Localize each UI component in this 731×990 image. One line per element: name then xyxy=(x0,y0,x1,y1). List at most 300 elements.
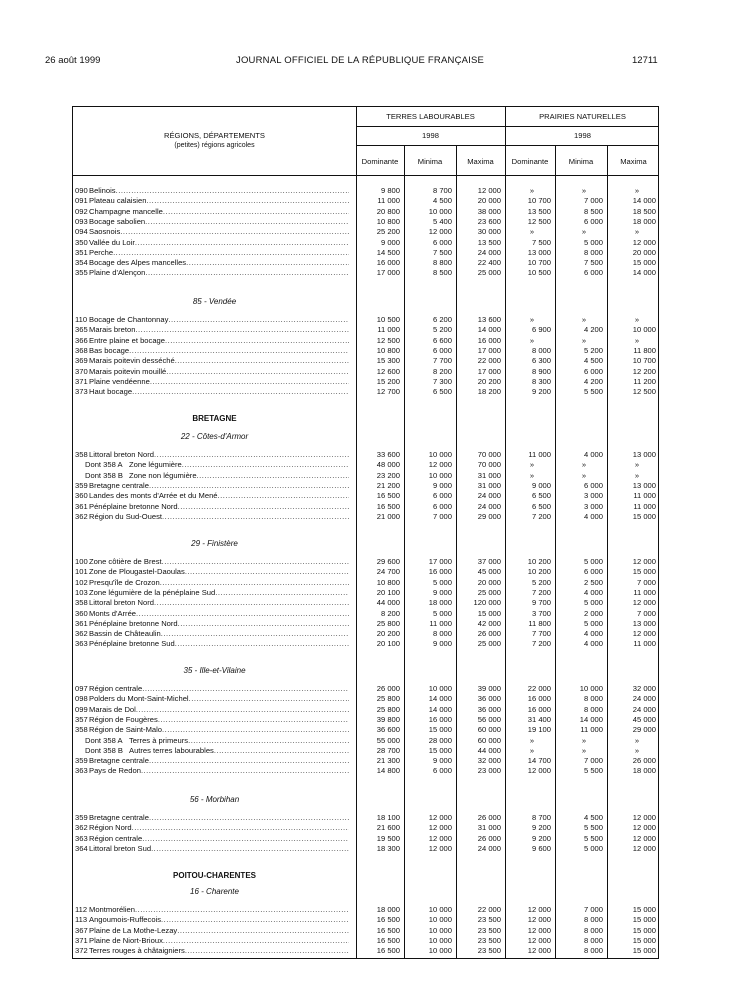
value-cell: 24 000 xyxy=(632,694,656,704)
value-cell: 8 000 xyxy=(432,629,452,639)
value-cell: 14 000 xyxy=(477,325,501,335)
region-name xyxy=(89,325,349,335)
value-cell: 10 000 xyxy=(428,450,452,459)
value-cell: 5 200 xyxy=(583,345,603,355)
value-cell: 15 000 xyxy=(428,725,452,735)
value-cell: » xyxy=(634,460,640,470)
region-name-text: Champagne mancelle xyxy=(89,206,163,216)
region-name-text: Pénéplaine bretonne Sud xyxy=(89,639,175,649)
region-name-text: Terres rouges à châtaigniers xyxy=(89,946,185,956)
value-cell: 56 000 xyxy=(477,714,501,724)
value-cell: 12 200 xyxy=(632,366,656,376)
value-cell: 10 700 xyxy=(632,356,656,366)
region-code: 101 xyxy=(75,567,88,577)
region-code: Dont 358 A xyxy=(85,460,123,470)
region-name xyxy=(89,705,349,715)
group-header-prairies: PRAIRIES NATURELLES xyxy=(539,112,626,121)
value-cell: 7 200 xyxy=(531,511,551,521)
table-row xyxy=(73,766,658,776)
table-row xyxy=(73,186,658,196)
value-cell: 70 000 xyxy=(477,460,501,470)
table-row xyxy=(73,588,658,598)
value-cell: 10 000 xyxy=(428,684,452,693)
region-name xyxy=(89,926,349,936)
value-cell: 5 500 xyxy=(583,387,603,397)
region-name xyxy=(89,315,349,325)
table-row xyxy=(73,639,658,649)
region-name-text: Polders du Mont-Saint-Michel xyxy=(89,694,189,704)
value-cell: 6 600 xyxy=(432,335,452,345)
region-name xyxy=(89,684,349,694)
region-name xyxy=(89,356,349,366)
region-code: 098 xyxy=(75,694,88,704)
value-cell: 13 000 xyxy=(632,618,656,628)
table-row xyxy=(73,325,658,335)
value-cell: 16 500 xyxy=(376,925,400,935)
value-cell: 6 000 xyxy=(583,268,603,278)
value-cell: 13 500 xyxy=(527,206,551,216)
region-name xyxy=(129,746,349,756)
value-cell: 4 000 xyxy=(583,629,603,639)
value-cell: 15 000 xyxy=(632,567,656,577)
value-cell: 36 000 xyxy=(477,694,501,704)
value-cell: 28 700 xyxy=(376,745,400,755)
value-cell: 18 000 xyxy=(632,766,656,776)
region-name xyxy=(89,346,349,356)
col-header: Maxima xyxy=(620,157,647,166)
value-cell: 11 800 xyxy=(528,618,551,628)
region-name-text: Région de Fougères xyxy=(89,714,158,724)
value-cell: 12 000 xyxy=(428,833,452,843)
value-cell: 23 500 xyxy=(477,915,501,925)
value-cell: 8 000 xyxy=(583,694,603,704)
value-cell: 7 200 xyxy=(531,587,551,597)
value-cell: 5 500 xyxy=(583,833,603,843)
value-cell: 24 700 xyxy=(376,567,400,577)
table-row xyxy=(73,736,658,746)
region-code: 351 xyxy=(75,247,88,257)
value-cell: 12 000 xyxy=(632,237,656,247)
region-name-text: Bocage des Alpes mancelles xyxy=(89,258,187,268)
region-name xyxy=(89,578,349,588)
region-code: 373 xyxy=(75,387,88,397)
region-code: 357 xyxy=(75,714,88,724)
value-cell: 10 000 xyxy=(428,935,452,945)
value-cell: 4 000 xyxy=(583,587,603,597)
region-code: 112 xyxy=(75,905,88,914)
value-cell: 15 000 xyxy=(632,915,656,925)
value-cell: 6 500 xyxy=(531,501,551,511)
col-header: Minima xyxy=(417,157,443,166)
region-code: 097 xyxy=(75,684,88,693)
table-row xyxy=(73,387,658,397)
region-name xyxy=(89,725,349,735)
value-cell: 45 000 xyxy=(632,714,656,724)
region-code: 355 xyxy=(75,268,88,278)
divider xyxy=(356,126,658,127)
value-cell: 12 000 xyxy=(527,915,551,925)
value-cell: 10 000 xyxy=(428,925,452,935)
value-cell: 12 000 xyxy=(527,925,551,935)
region-code: 099 xyxy=(75,704,88,714)
divider xyxy=(73,175,658,176)
value-cell: 10 800 xyxy=(376,216,400,226)
value-cell: 5 000 xyxy=(583,843,603,853)
year-header-terres: 1998 xyxy=(422,131,439,140)
year-header-prairies: 1998 xyxy=(574,131,591,140)
region-name xyxy=(89,694,349,704)
value-cell: 20 100 xyxy=(376,639,400,649)
value-cell: 10 000 xyxy=(428,905,452,914)
value-cell: 8 700 xyxy=(432,186,452,195)
region-code: 360 xyxy=(75,608,88,618)
value-cell: 29 000 xyxy=(632,725,656,735)
value-cell: 16 500 xyxy=(376,946,400,956)
value-cell: 12 700 xyxy=(376,387,400,397)
region-code: 091 xyxy=(75,196,88,206)
value-cell: 10 800 xyxy=(376,577,400,587)
value-cell: 5 200 xyxy=(432,325,452,335)
table-row xyxy=(73,619,658,629)
value-cell: 28 000 xyxy=(428,735,452,745)
region-name-text: Plaine de Niort-Brioux xyxy=(89,935,163,945)
region-name-text: Région du Sud-Ouest xyxy=(89,511,163,521)
region-name-text: Littoral breton Nord xyxy=(89,598,155,608)
value-cell: 11 000 xyxy=(633,639,656,649)
value-cell: 11 000 xyxy=(377,325,400,335)
value-cell: 6 000 xyxy=(583,480,603,490)
region-name xyxy=(129,460,349,470)
region-code: 370 xyxy=(75,366,88,376)
value-cell: 5 000 xyxy=(432,577,452,587)
value-cell: 9 000 xyxy=(432,480,452,490)
region-name-text: Zone de Plougastel-Daoulas xyxy=(89,567,185,577)
value-cell: 26 000 xyxy=(477,629,501,639)
region-name xyxy=(89,491,349,501)
value-cell: 6 000 xyxy=(432,501,452,511)
table-row xyxy=(73,715,658,725)
value-cell: 9 000 xyxy=(531,480,551,490)
value-cell: 10 000 xyxy=(579,684,603,693)
group-header-terres: TERRES LABOURABLES xyxy=(386,112,475,121)
value-cell: 15 000 xyxy=(632,946,656,956)
value-cell: 9 700 xyxy=(531,598,551,608)
value-cell: 11 200 xyxy=(633,376,656,386)
region-name xyxy=(89,186,349,196)
region-name-text: Bocage de Chantonnay xyxy=(89,315,169,324)
value-cell: 9 200 xyxy=(531,387,551,397)
value-cell: » xyxy=(529,335,535,345)
value-cell: 8 700 xyxy=(531,813,551,822)
region-code: 363 xyxy=(75,639,88,649)
value-cell: 18 000 xyxy=(376,905,400,914)
region-name-text: Région centrale xyxy=(89,833,143,843)
value-cell: 26 000 xyxy=(477,833,501,843)
region-code: 367 xyxy=(75,925,88,935)
table-row xyxy=(73,756,658,766)
value-cell: 5 000 xyxy=(583,237,603,247)
region-name xyxy=(89,567,349,577)
value-cell: 32 000 xyxy=(632,684,656,693)
value-cell: 4 500 xyxy=(583,356,603,366)
region-name-text: Zone légumière de la pénéplaine Sud xyxy=(89,587,216,597)
region-name-text: Perche xyxy=(89,247,114,257)
value-cell: 31 000 xyxy=(477,823,501,833)
region-name xyxy=(89,258,349,268)
value-cell: 39 800 xyxy=(376,714,400,724)
value-cell: 9 000 xyxy=(380,237,400,247)
value-cell: 12 000 xyxy=(632,823,656,833)
value-cell: 19 100 xyxy=(527,725,551,735)
value-cell: 8 900 xyxy=(531,366,551,376)
value-cell: 15 000 xyxy=(477,608,501,618)
region-name-text: Région Nord xyxy=(89,823,132,833)
value-cell: 20 800 xyxy=(376,206,400,216)
table-row xyxy=(73,823,658,833)
region-name-text: Plaine vendéenne xyxy=(89,376,150,386)
region-name xyxy=(89,196,349,206)
table-row xyxy=(73,684,658,694)
region-header-line2: (petites) régions agricoles xyxy=(174,142,255,149)
value-cell: 21 000 xyxy=(376,511,400,521)
value-cell: 16 000 xyxy=(477,335,501,345)
region-name-text: Plaine d'Alençon xyxy=(89,268,146,278)
table-row xyxy=(73,248,658,258)
value-cell: 20 000 xyxy=(477,196,501,206)
value-cell: 25 000 xyxy=(477,639,501,649)
col-header: Minima xyxy=(568,157,594,166)
value-cell: 12 000 xyxy=(428,460,452,470)
value-cell: 9 800 xyxy=(380,186,400,195)
region-name xyxy=(89,844,349,854)
value-cell: 15 000 xyxy=(632,258,656,268)
table-row xyxy=(73,460,658,470)
value-cell: 7 700 xyxy=(432,356,452,366)
region-name-text: Vallée du Loir xyxy=(89,237,135,247)
value-cell: 12 000 xyxy=(428,843,452,853)
value-cell: 12 000 xyxy=(527,905,551,914)
value-cell: 12 600 xyxy=(376,366,400,376)
region-code: 094 xyxy=(75,227,88,237)
value-cell: 6 000 xyxy=(432,345,452,355)
value-cell: 44 000 xyxy=(376,598,400,608)
value-cell: 4 000 xyxy=(583,450,603,459)
region-name-text: Landes des monts d'Arrée et du Mené xyxy=(89,491,218,501)
region-heading: POITOU-CHARENTES xyxy=(173,871,256,880)
table-row xyxy=(73,946,658,956)
region-code: 358 xyxy=(75,598,88,608)
value-cell: 4 200 xyxy=(583,325,603,335)
value-cell: 8 200 xyxy=(432,366,452,376)
value-cell: 7 000 xyxy=(432,511,452,521)
value-cell: » xyxy=(634,186,640,195)
value-cell: 10 000 xyxy=(632,325,656,335)
value-cell: 12 000 xyxy=(632,813,656,822)
region-code: 366 xyxy=(75,335,88,345)
value-cell: » xyxy=(529,460,535,470)
value-cell: 29 000 xyxy=(477,511,501,521)
region-name-text: Marais poitevin desséché xyxy=(89,356,175,366)
value-cell: » xyxy=(529,470,535,480)
region-name-text: Littoral breton Sud xyxy=(89,843,152,853)
table-row xyxy=(73,217,658,227)
value-cell: 6 200 xyxy=(432,315,452,324)
value-cell: 14 000 xyxy=(428,694,452,704)
region-name xyxy=(89,598,349,608)
region-name xyxy=(89,481,349,491)
value-cell: » xyxy=(529,735,535,745)
region-name xyxy=(89,450,349,460)
value-cell: 12 000 xyxy=(428,813,452,822)
region-code: 102 xyxy=(75,577,88,587)
table-row xyxy=(73,471,658,481)
col-header: Dominante xyxy=(361,157,399,166)
value-cell: 7 000 xyxy=(583,196,603,206)
value-cell: 3 000 xyxy=(583,491,603,501)
value-cell: 6 000 xyxy=(432,237,452,247)
region-code: 371 xyxy=(75,935,88,945)
value-cell: 10 700 xyxy=(527,196,551,206)
department-heading: 35 - Ille-et-Vilaine xyxy=(183,666,246,675)
value-cell: 13 600 xyxy=(477,315,501,324)
region-name xyxy=(89,834,349,844)
value-cell: 18 100 xyxy=(376,813,400,822)
value-cell: 48 000 xyxy=(376,460,400,470)
value-cell: 7 500 xyxy=(531,237,551,247)
department-heading: 85 - Vendée xyxy=(192,297,237,306)
region-name xyxy=(89,609,349,619)
value-cell: 12 000 xyxy=(527,766,551,776)
region-name xyxy=(89,557,349,567)
value-cell: 25 800 xyxy=(376,704,400,714)
region-name xyxy=(89,619,349,629)
page-date: 26 août 1999 xyxy=(45,55,101,66)
region-name-text: Littoral breton Nord xyxy=(89,450,155,459)
table-row xyxy=(73,813,658,823)
value-cell: 10 500 xyxy=(527,268,551,278)
value-cell: 16 000 xyxy=(428,567,452,577)
value-cell: 12 000 xyxy=(632,833,656,843)
value-cell: 11 000 xyxy=(633,587,656,597)
region-code: 361 xyxy=(75,618,88,628)
value-cell: 13 000 xyxy=(632,450,656,459)
value-cell: 12 000 xyxy=(527,935,551,945)
region-name-text: Presqu'île de Crozon xyxy=(89,577,160,587)
value-cell: 10 000 xyxy=(428,915,452,925)
value-cell: 45 000 xyxy=(477,567,501,577)
region-code: 362 xyxy=(75,629,88,639)
value-cell: 12 000 xyxy=(428,823,452,833)
table-row xyxy=(73,356,658,366)
value-cell: » xyxy=(529,227,535,237)
region-name-text: Monts d'Arrée xyxy=(89,608,137,618)
value-cell: 22 400 xyxy=(477,258,501,268)
divider xyxy=(356,145,658,146)
value-cell: 9 000 xyxy=(432,587,452,597)
value-cell: 42 000 xyxy=(477,618,501,628)
value-cell: 22 000 xyxy=(477,356,501,366)
value-cell: 9 000 xyxy=(432,756,452,766)
value-cell: 5 000 xyxy=(583,598,603,608)
value-cell: 12 000 xyxy=(428,227,452,237)
table-row xyxy=(73,834,658,844)
region-name xyxy=(89,905,349,915)
value-cell: 25 800 xyxy=(376,694,400,704)
value-cell: 13 000 xyxy=(527,247,551,257)
region-name-text: Bassin de Châteaulin xyxy=(89,629,161,639)
col-header: Maxima xyxy=(467,157,494,166)
region-name-text: Zone légumière xyxy=(129,460,182,470)
region-name xyxy=(89,227,349,237)
region-name xyxy=(89,367,349,377)
region-code: 103 xyxy=(75,587,88,597)
value-cell: 16 000 xyxy=(527,694,551,704)
value-cell: 31 000 xyxy=(477,480,501,490)
value-cell: 4 500 xyxy=(583,813,603,822)
value-cell: 17 000 xyxy=(477,345,501,355)
region-code: Dont 358 A xyxy=(85,735,123,745)
value-cell: 25 000 xyxy=(477,268,501,278)
value-cell: 12 500 xyxy=(632,387,656,397)
value-cell: 6 000 xyxy=(583,366,603,376)
value-cell: 5 500 xyxy=(583,823,603,833)
value-cell: 12 000 xyxy=(632,843,656,853)
region-name-text: Bretagne centrale xyxy=(89,480,149,490)
region-code: 361 xyxy=(75,501,88,511)
value-cell: 24 000 xyxy=(477,247,501,257)
value-cell: 18 300 xyxy=(376,843,400,853)
table-row xyxy=(73,227,658,237)
value-cell: 8 200 xyxy=(380,608,400,618)
value-cell: 29 600 xyxy=(376,557,400,566)
table-row xyxy=(73,705,658,715)
value-cell: 37 000 xyxy=(477,557,501,566)
value-cell: 8 000 xyxy=(583,915,603,925)
region-name-text: Bretagne centrale xyxy=(89,813,149,822)
table-row xyxy=(73,915,658,925)
value-cell: 6 000 xyxy=(583,567,603,577)
table-row xyxy=(73,512,658,522)
value-cell: 14 800 xyxy=(376,766,400,776)
value-cell: 12 000 xyxy=(632,629,656,639)
region-column-header xyxy=(73,131,356,151)
region-name-text: Autres terres labourables xyxy=(129,745,214,755)
value-cell: 10 500 xyxy=(376,315,400,324)
value-cell: 30 000 xyxy=(477,227,501,237)
table-row xyxy=(73,502,658,512)
value-cell: 11 000 xyxy=(633,491,656,501)
value-cell: 15 000 xyxy=(632,935,656,945)
department-heading: 22 - Côtes-d'Armor xyxy=(180,432,249,441)
value-cell: 15 000 xyxy=(632,925,656,935)
value-cell: 8 800 xyxy=(432,258,452,268)
region-name xyxy=(89,238,349,248)
value-cell: » xyxy=(581,470,587,480)
region-name xyxy=(89,946,349,956)
region-code: 365 xyxy=(75,325,88,335)
value-cell: 26 000 xyxy=(477,813,501,822)
value-cell: 2 000 xyxy=(583,608,603,618)
value-cell: 7 500 xyxy=(583,258,603,268)
region-name-text: Plaine de La Mothe-Lezay xyxy=(89,925,178,935)
value-cell: 12 000 xyxy=(477,186,501,195)
value-cell: 7 000 xyxy=(636,608,656,618)
value-cell: 16 000 xyxy=(376,258,400,268)
value-cell: 7 300 xyxy=(432,376,452,386)
value-cell: 24 000 xyxy=(477,501,501,511)
value-cell: 16 500 xyxy=(376,935,400,945)
value-cell: 4 000 xyxy=(583,511,603,521)
